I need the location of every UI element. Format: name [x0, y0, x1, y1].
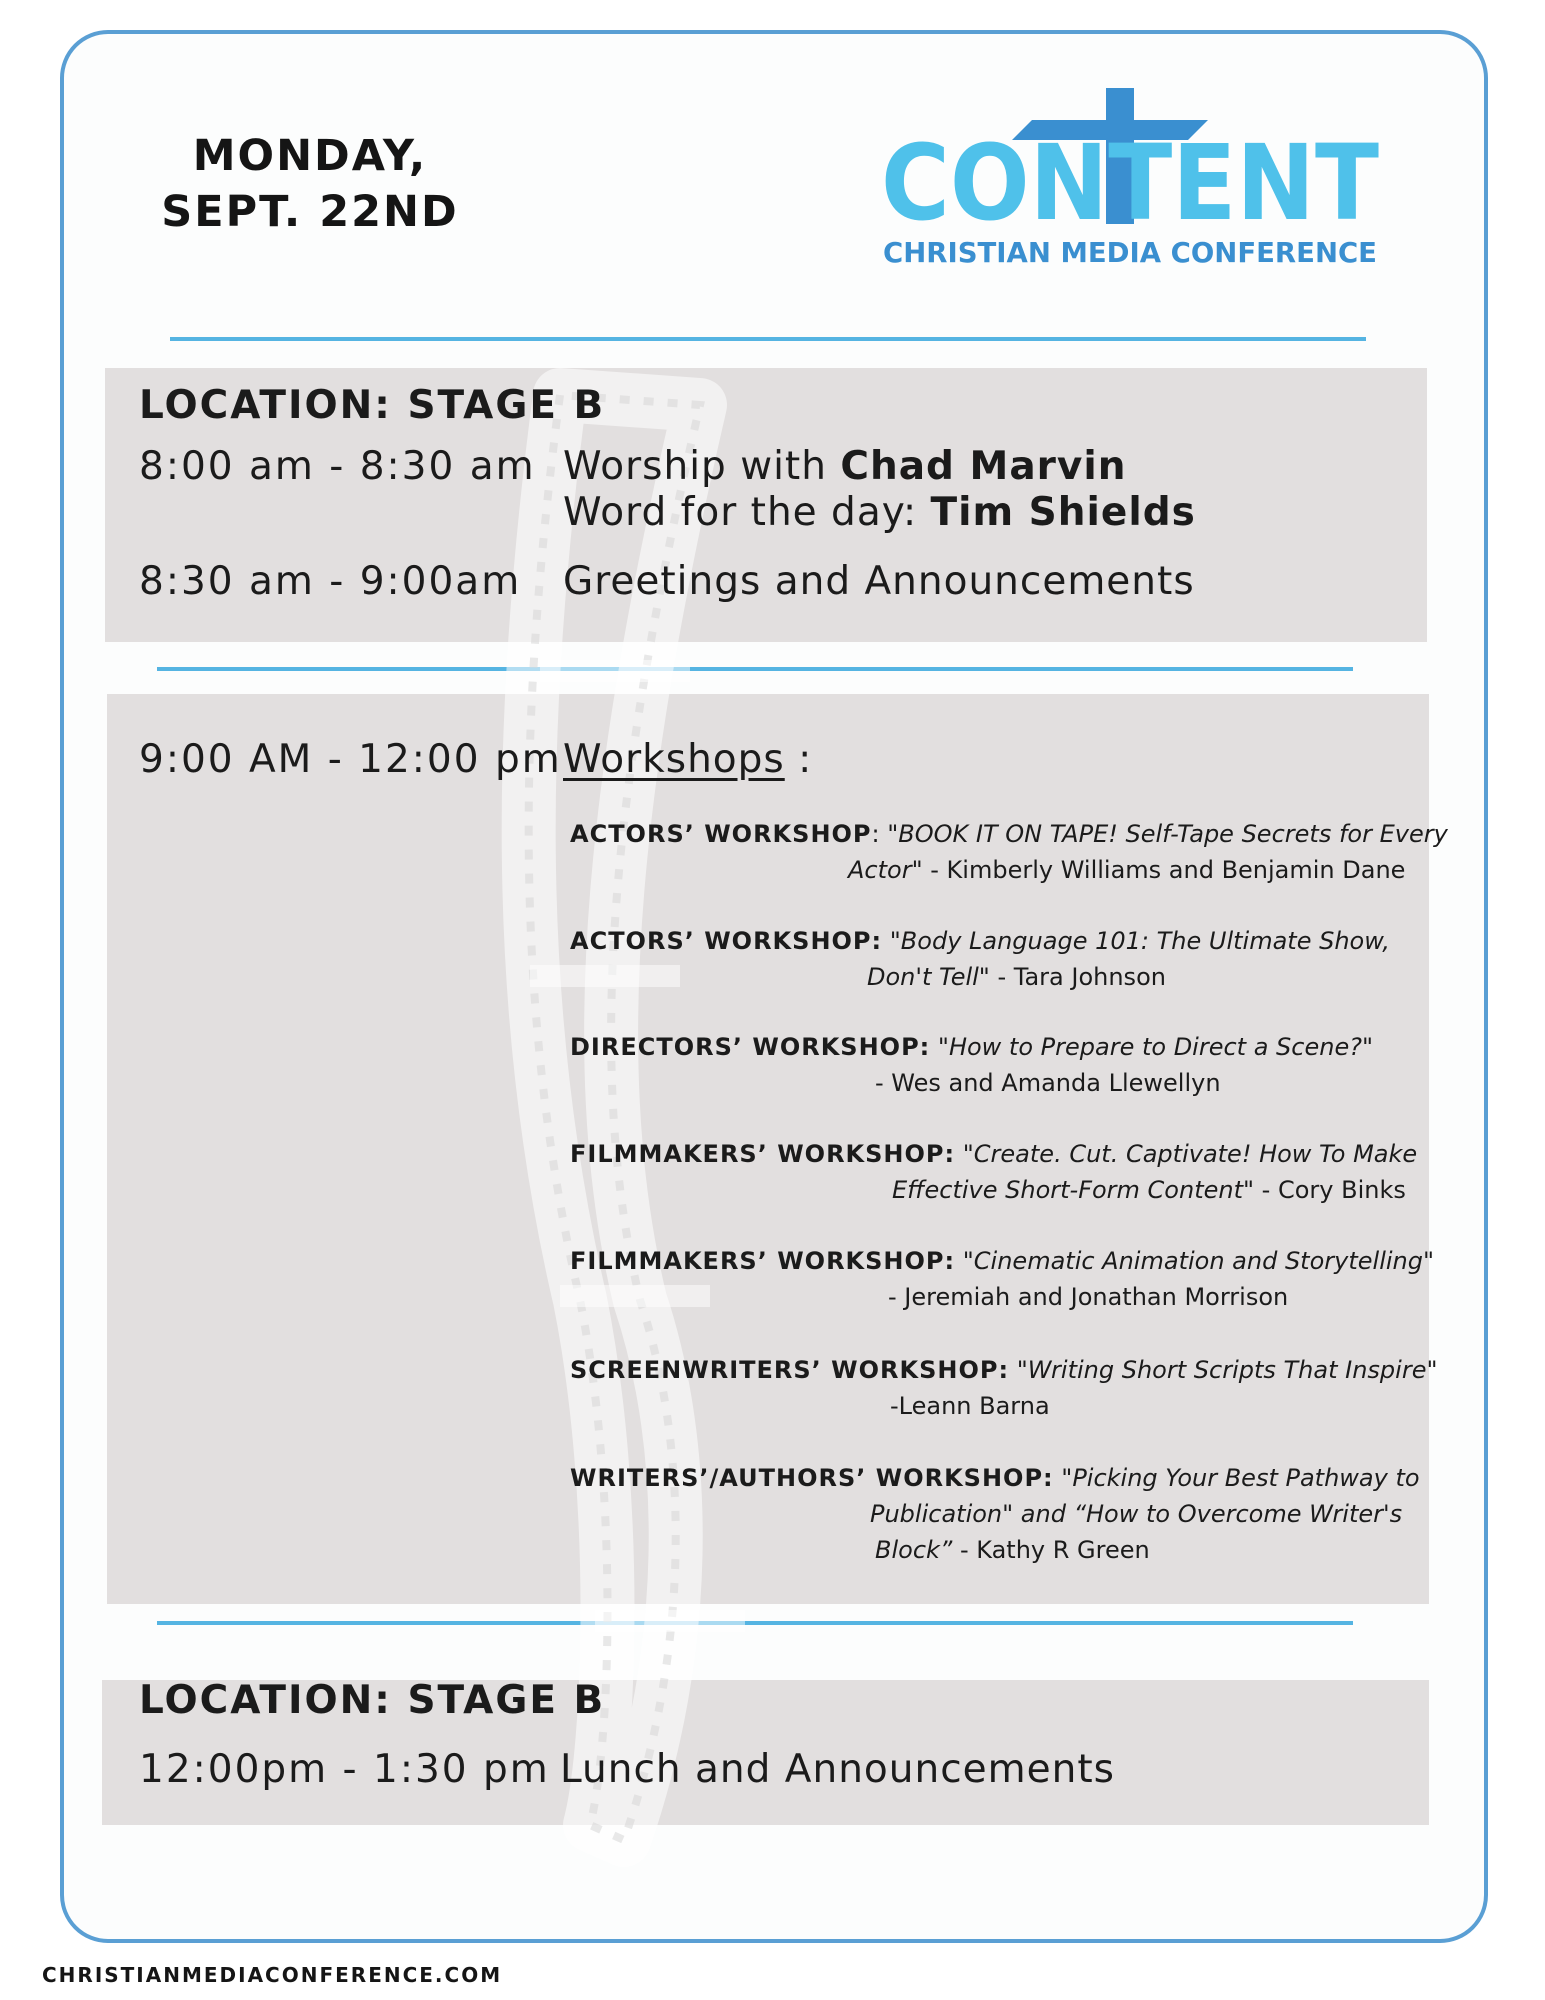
workshop-item — [570, 1136, 1417, 1208]
workshop-title: "Body Language 101: The Ultimate Show, — [889, 927, 1390, 955]
website-url: CHRISTIANMEDIACONFERENCE.COM — [42, 1963, 503, 1987]
slot2-description: Greetings and Announcements — [563, 559, 1195, 604]
workshop-sep — [1009, 1356, 1017, 1384]
workshop-category: ACTORS’ WORKSHOP — [570, 820, 872, 848]
slot1-line1-name: Chad Marvin — [840, 444, 1127, 489]
date-weekday: MONDAY, — [192, 131, 428, 181]
logo-wordmark: CONTENT — [881, 122, 1380, 244]
workshop-item — [570, 923, 1390, 995]
workshop-title: "Cinematic Animation and Storytelling" — [962, 1247, 1435, 1275]
workshop-presenter: - Cory Binks — [1254, 1176, 1406, 1204]
workshop-presenter: - Kathy R Green — [952, 1536, 1150, 1564]
workshop-item — [570, 1352, 1438, 1424]
workshop-sep — [930, 1033, 938, 1061]
workshop-category: WRITERS’/AUTHORS’ WORKSHOP: — [570, 1464, 1054, 1492]
workshop-title: "How to Prepare to Direct a Scene?" — [937, 1033, 1373, 1061]
workshop-sep — [955, 1247, 963, 1275]
divider-mid — [157, 667, 1353, 671]
lunch-description: Lunch and Announcements — [560, 1747, 1115, 1792]
workshop-category: FILMMAKERS’ WORKSHOP: — [570, 1247, 956, 1275]
workshop-title-cont: Actor" — [848, 856, 923, 884]
workshop-title-cont2: Block” — [875, 1536, 953, 1564]
workshop-title-cont: Don't Tell" — [867, 963, 990, 991]
workshop-title: "Writing Short Scripts That Inspire" — [1016, 1356, 1438, 1384]
workshop-presenter: - Tara Johnson — [989, 963, 1166, 991]
divider-top — [170, 337, 1366, 341]
slot1-line1-prefix: Worship with — [563, 444, 841, 489]
workshop-title-cont: Effective Short-Form Content" — [892, 1176, 1255, 1204]
workshops-time: 9:00 AM - 12:00 pm — [139, 737, 562, 782]
workshop-category: FILMMAKERS’ WORKSHOP: — [570, 1140, 956, 1168]
workshop-title: "Picking Your Best Pathway to — [1061, 1464, 1420, 1492]
workshop-item — [570, 1460, 1420, 1568]
slot1-line2-prefix: Word for the day: — [563, 490, 931, 535]
morning-location: LOCATION: STAGE B — [139, 383, 606, 428]
workshop-category: DIRECTORS’ WORKSHOP: — [570, 1033, 931, 1061]
workshop-category: SCREENWRITERS’ WORKSHOP: — [570, 1356, 1010, 1384]
workshop-item — [570, 816, 1448, 888]
workshop-sep: : — [871, 820, 888, 848]
logo-tagline: CHRISTIAN MEDIA CONFERENCE — [883, 236, 1377, 269]
workshop-title: "BOOK IT ON TAPE! Self-Tape Secrets for Every — [887, 820, 1448, 848]
workshop-presenter: - Jeremiah and Jonathan Morrison — [888, 1283, 1289, 1311]
workshops-title: Workshops — [563, 737, 785, 782]
workshop-title: "Create. Cut. Captivate! How To Make — [962, 1140, 1418, 1168]
workshop-sep — [882, 927, 890, 955]
divider-bottom — [157, 1621, 1353, 1625]
slot1-time: 8:00 am - 8:30 am — [139, 444, 536, 489]
workshop-item — [570, 1029, 1373, 1101]
workshop-presenter: - Wes and Amanda Llewellyn — [875, 1069, 1221, 1097]
slot2-time: 8:30 am - 9:00am — [139, 559, 522, 604]
workshop-category: ACTORS’ WORKSHOP: — [570, 927, 883, 955]
workshops-title-suffix: : — [784, 737, 813, 782]
event-date — [150, 128, 470, 240]
date-day: SEPT. 22ND — [161, 187, 459, 237]
workshops-heading — [563, 737, 812, 782]
workshop-title-cont: Publication" and “How to Overcome Writer's — [870, 1500, 1403, 1528]
lunch-time: 12:00pm - 1:30 pm — [139, 1747, 550, 1792]
workshop-presenter: - Kimberly Williams and Benjamin Dane — [922, 856, 1406, 884]
slot1-description — [563, 444, 1196, 536]
workshop-item — [570, 1243, 1434, 1315]
workshop-presenter: -Leann Barna — [890, 1392, 1050, 1420]
workshop-sep — [955, 1140, 963, 1168]
afternoon-location: LOCATION: STAGE B — [139, 1678, 606, 1723]
slot1-line2-name: Tim Shields — [930, 490, 1196, 535]
content-conference-logo — [880, 84, 1400, 269]
